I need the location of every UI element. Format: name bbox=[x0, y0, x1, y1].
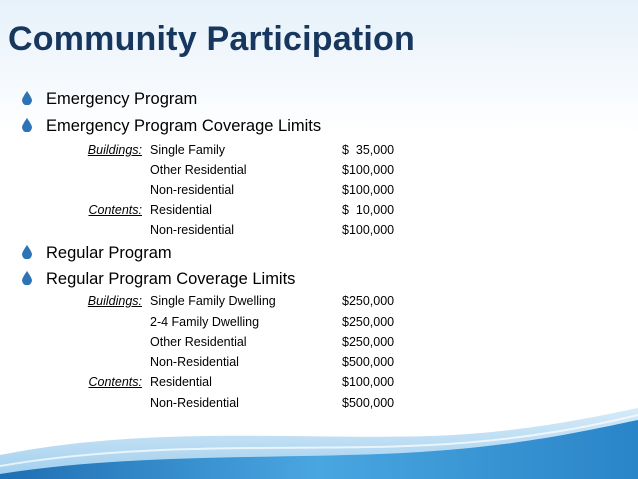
bullet-emergency-limits bbox=[22, 117, 321, 136]
coverage-amount: $100,000 bbox=[342, 375, 395, 389]
coverage-amount: $500,000 bbox=[342, 396, 395, 410]
bullet-regular-program bbox=[22, 244, 172, 263]
coverage-amount: $100,000 bbox=[342, 183, 395, 197]
coverage-amount: $ 10,000 bbox=[342, 203, 395, 217]
bullet-label: Regular Program Coverage Limits bbox=[46, 270, 296, 288]
contents-label: Contents: bbox=[88, 375, 142, 389]
coverage-item: Residential bbox=[150, 375, 212, 389]
coverage-amount: $100,000 bbox=[342, 223, 395, 237]
slide-title: Community Participation bbox=[8, 20, 415, 58]
coverage-item: Single Family bbox=[150, 143, 226, 157]
coverage-item: Non-residential bbox=[150, 223, 235, 237]
drop-bullet-icon bbox=[22, 245, 32, 259]
drop-bullet-icon bbox=[22, 118, 32, 132]
bullet-regular-limits bbox=[22, 270, 295, 289]
coverage-amount: $ 35,000 bbox=[342, 143, 395, 157]
coverage-item: Residential bbox=[150, 203, 212, 217]
bullet-label: Emergency Program Coverage Limits bbox=[46, 117, 322, 135]
contents-label: Contents: bbox=[88, 203, 142, 217]
coverage-item: Other Residential bbox=[150, 335, 247, 349]
coverage-item: Other Residential bbox=[150, 163, 247, 177]
coverage-item: Non-Residential bbox=[150, 396, 239, 410]
buildings-label: Buildings: bbox=[87, 143, 142, 157]
coverage-amount: $250,000 bbox=[342, 315, 395, 329]
coverage-amount: $250,000 bbox=[342, 294, 395, 308]
bullet-label: Emergency Program bbox=[46, 90, 198, 108]
drop-bullet-icon bbox=[22, 91, 32, 105]
drop-bullet-icon bbox=[22, 271, 32, 285]
coverage-amount: $100,000 bbox=[342, 163, 395, 177]
bullet-label: Regular Program bbox=[46, 244, 172, 262]
buildings-label: Buildings: bbox=[87, 294, 142, 308]
bullet-emergency-program bbox=[22, 90, 197, 109]
coverage-item: Single Family Dwelling bbox=[150, 294, 276, 308]
coverage-amount: $500,000 bbox=[342, 355, 395, 369]
coverage-item: Non-Residential bbox=[150, 355, 239, 369]
coverage-item: 2-4 Family Dwelling bbox=[150, 315, 260, 329]
coverage-item: Non-residential bbox=[150, 183, 235, 197]
coverage-amount: $250,000 bbox=[342, 335, 395, 349]
